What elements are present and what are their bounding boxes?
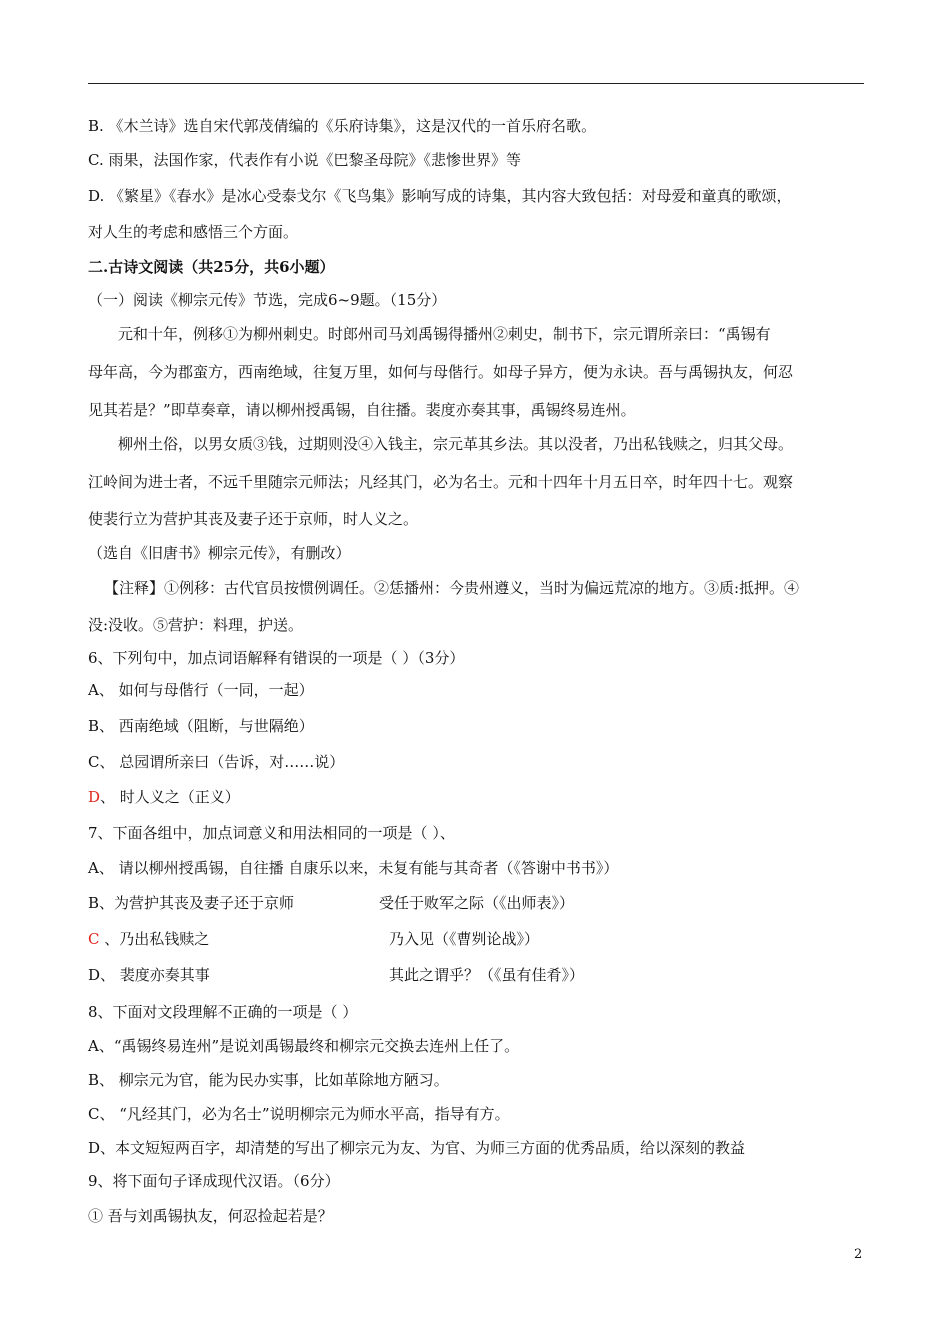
question-8-option-d: D、本文短短两百字，却清楚的写出了柳宗元为友、为官、为师三方面的优秀品质，给以深刻的教益 — [88, 1139, 746, 1157]
source-note: （选自《旧唐书》柳宗元传》，有删改） — [88, 544, 351, 562]
section-heading: 二.古诗文阅读（共25分，共6小题） — [88, 258, 335, 276]
question-9-item-1: ① 吾与刘禹锡执友，何忍捡起若是？ — [88, 1207, 333, 1225]
question-9: 9、将下面句子译成现代汉语。（6分） — [88, 1172, 340, 1190]
passage-line: 元和十年，例移①为柳州刺史。时郎州司马刘禹锡得播州②刺史，制书下，宗元谓所亲曰：“禹锡有 — [118, 325, 771, 343]
question-8: 8、下面对文段理解不正确的一项是（ ） — [88, 1003, 358, 1021]
passage-line: 使裴行立为营护其丧及妻子还于京师，时人义之。 — [88, 510, 419, 528]
annotation-line: 没:没收。⑤营护：料理，护送。 — [88, 616, 304, 634]
question-8-option-c: C、 “凡经其门，必为名士”说明柳宗元为师水平高，指导有方。 — [88, 1105, 510, 1123]
question-6-option-c: C、 总园谓所亲曰（告诉，对……说） — [88, 753, 345, 771]
reading-instruction: （一）阅读《柳宗元传》节选，完成6~9题。（15分） — [88, 291, 447, 309]
passage-line: 见其若是？”即草奏章，请以柳州授禹锡，自往播。裴度亦奏其事，禹锡终易连州。 — [88, 401, 636, 419]
question-7-option-d: D、 裴度亦奏其事 其此之谓乎？（《虽有佳肴》） — [88, 966, 585, 984]
question-7: 7、下面各组中，加点词意义和用法相同的一项是（ ）、 — [88, 824, 455, 842]
passage-line: 母年高，今为郡蛮方，西南绝域，往复万里，如何与母偕行。如母子异方，便为永诀。吾与禹锡执友，何忍 — [88, 363, 794, 381]
answer-mark: D — [88, 788, 101, 806]
passage-line: 江岭间为进士者，不远千里随宗元师法；凡经其门，必为名士。元和十四年十月五日卒，时年四十七。观察 — [88, 473, 794, 491]
question-6-option-b: B、 西南绝域（阻断，与世隔绝） — [88, 717, 314, 735]
option-d-continuation: 对人生的考虑和感悟三个方面。 — [88, 223, 299, 241]
annotation-line: 【注释】①例移：古代官员按惯例调任。②恁播州：今贵州遵义，当时为偏远荒凉的地方。③质:抵押。④ — [104, 579, 800, 597]
header-rule — [88, 83, 864, 84]
question-8-option-a: A、“禹锡终易连州”是说刘禹锡最终和柳宗元交换去连州上任了。 — [88, 1037, 520, 1055]
question-6-option-d: D、 时人义之（正义） — [88, 788, 240, 806]
question-7-option-a: A、 请以柳州授禹锡，自往播 自康乐以来，未复有能与其奇者（《答谢中书书》） — [88, 859, 619, 877]
option-d-line: D. 《繁星》《春水》是冰心受泰戈尔《飞鸟集》影响写成的诗集，其内容大致包括：对母爱和童真的歌颂， — [88, 187, 792, 205]
passage-line: 柳州土俗，以男女质③钱，过期则没④入钱主，宗元革其乡法。其以没者，乃出私钱赎之，归其父母。 — [118, 435, 794, 453]
question-7-option-c: C 、乃出私钱赎之 乃入见（《曹刿论战》） — [88, 930, 540, 948]
question-8-option-b: B、 柳宗元为官，能为民办实事，比如革除地方陋习。 — [88, 1071, 449, 1089]
question-7-option-b: B、为营护其丧及妻子还于京师 受任于败军之际（《出师表》） — [88, 894, 575, 912]
option-c-line: C. 雨果，法国作家，代表作有小说《巴黎圣母院》《悲惨世界》等 — [88, 151, 521, 169]
question-6-option-a: A、 如何与母偕行（一同，一起） — [88, 681, 314, 699]
option-b-line: B. 《木兰诗》选自宋代郭茂倩编的《乐府诗集》，这是汉代的一首乐府名歌。 — [88, 117, 597, 135]
question-6: 6、下列句中，加点词语解释有错误的一项是（ ）（3分） — [88, 649, 465, 667]
answer-mark: C — [88, 930, 100, 948]
page-number: 2 — [854, 1247, 863, 1262]
